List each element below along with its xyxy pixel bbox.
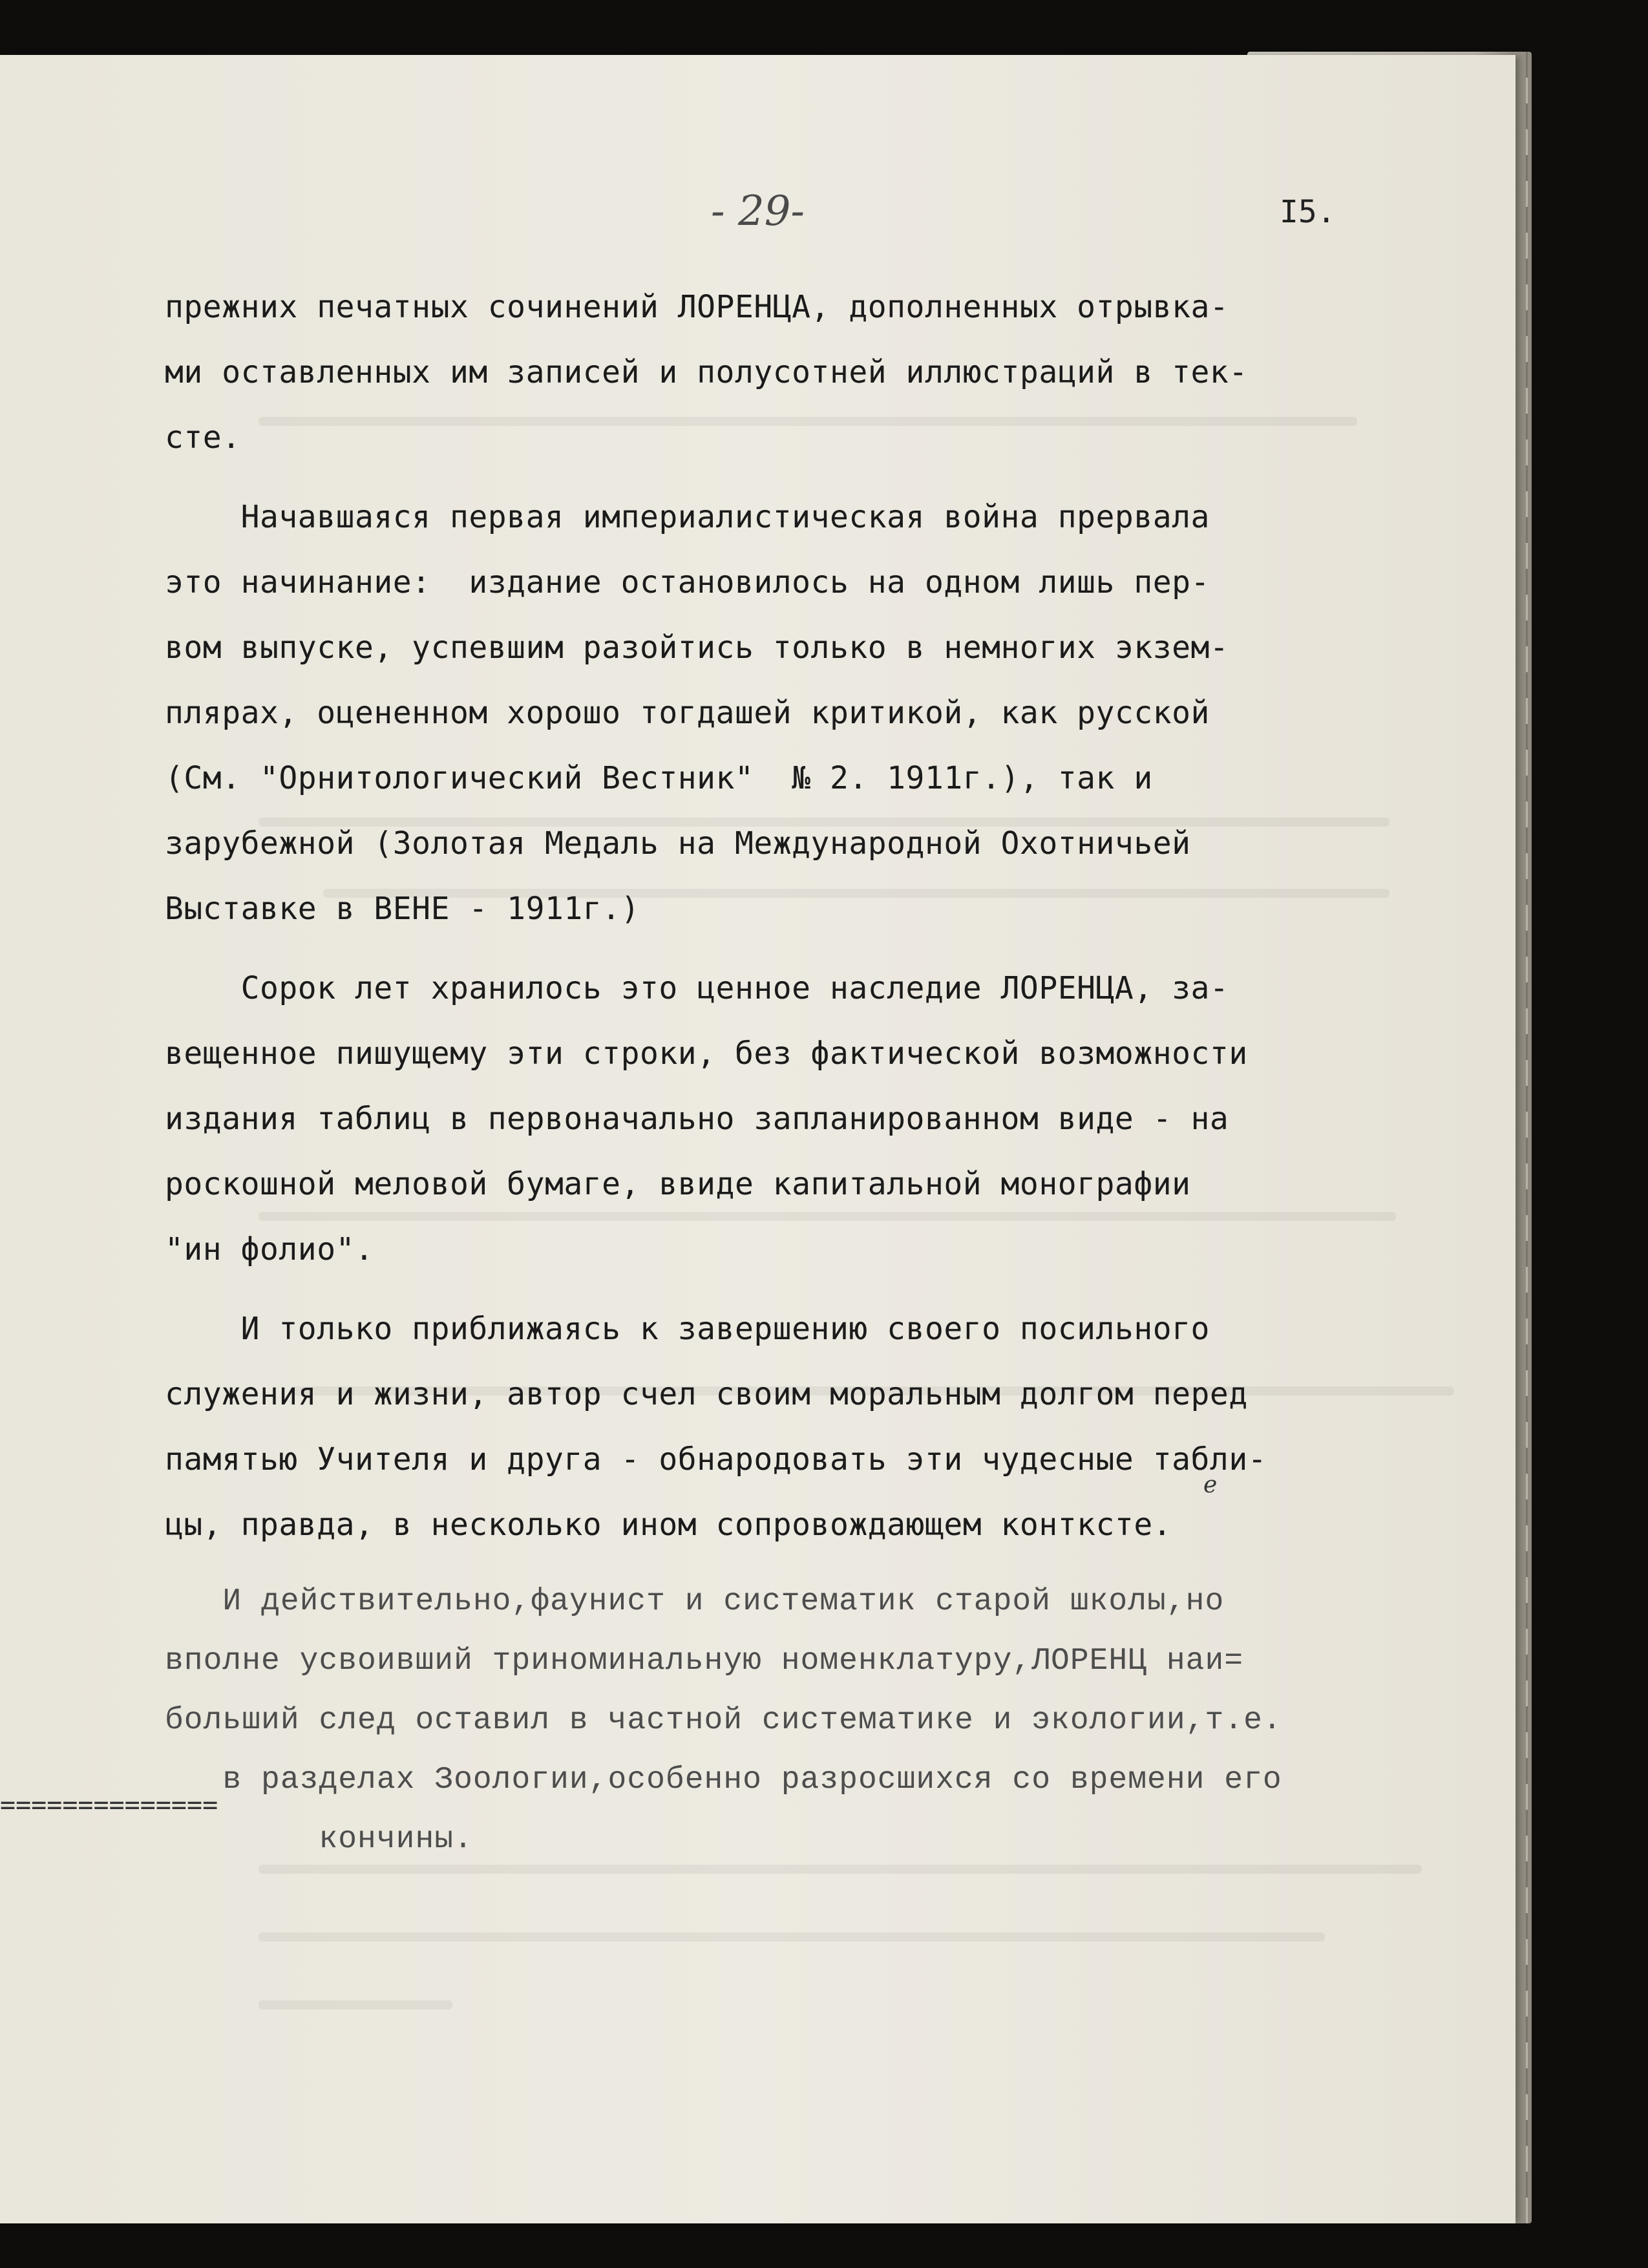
bleed-through-line bbox=[259, 2000, 452, 2009]
paragraph-1 bbox=[165, 275, 1425, 471]
text-line: служения и жизни, автор счел своим моральным долгом перед bbox=[165, 1376, 1248, 1412]
text-line: И действительно,фаунист и систематик старой школы,но bbox=[165, 1584, 1225, 1619]
text-line: прежних печатных сочинений ЛОРЕНЦА, дополненных отрывка- bbox=[165, 289, 1229, 325]
text-line: сте. bbox=[165, 419, 241, 456]
paragraph-4 bbox=[165, 1297, 1425, 1558]
text-line: кончины. bbox=[165, 1822, 473, 1857]
text-line: вполне усвоивший триноминальную номенклатуру,ЛОРЕНЦ наи= bbox=[165, 1644, 1244, 1679]
text-line: цы, правда, в несколько ином сопровождающем контксте. bbox=[165, 1507, 1172, 1543]
text-line: плярах, оцененном хорошо тогдашей критикой, как русской bbox=[165, 695, 1210, 731]
text-line: это начинание: издание остановилось на одном лишь пер- bbox=[165, 564, 1210, 600]
text-line: Выставке в ВЕНЕ - 1911г.) bbox=[165, 891, 640, 927]
text-line: И только приближаясь к завершению своего посильного bbox=[165, 1311, 1210, 1347]
handwritten-page-number: - 29- bbox=[711, 187, 805, 235]
typed-page-number: I5. bbox=[1280, 194, 1336, 230]
faded-paragraph bbox=[165, 1572, 1425, 1869]
typewritten-body bbox=[165, 275, 1425, 1883]
text-line: роскошной меловой бумаге, ввиде капитальной монографии bbox=[165, 1166, 1191, 1202]
text-line: памятью Учителя и друга - обнародовать эти чудесные табли- bbox=[165, 1441, 1267, 1478]
handwritten-correction: е bbox=[1203, 1472, 1218, 1498]
separator-line: ============== bbox=[0, 1790, 218, 1820]
text-line: больший след оставил в частной систематике и экологии,т.е. bbox=[165, 1703, 1282, 1738]
text-line: Начавшаяся первая империалистическая война прервала bbox=[165, 499, 1210, 535]
text-line: Сорок лет хранилось это ценное наследие ЛОРЕНЦА, за- bbox=[165, 970, 1229, 1006]
text-line: зарубежной (Золотая Медаль на Международной Охотничьей bbox=[165, 825, 1191, 862]
text-line: издания таблиц в первоначально запланированном виде - на bbox=[165, 1101, 1229, 1137]
text-line: в разделах Зоологии,особенно разросшихся со времени его bbox=[165, 1763, 1282, 1797]
text-line: вещенное пишущему эти строки, без фактической возможности bbox=[165, 1035, 1248, 1072]
text-line: (См. "Орнитологический Вестник" № 2. 1911г.), так и bbox=[165, 760, 1153, 796]
bleed-through-line bbox=[259, 1933, 1325, 1942]
text-line: вом выпуске, успевшим разойтись только в немногих экзем- bbox=[165, 630, 1229, 666]
paragraph-2 bbox=[165, 485, 1425, 942]
text-line: "ин фолио". bbox=[165, 1231, 374, 1267]
text-line: ми оставленных им записей и полусотней иллюстраций в тек- bbox=[165, 354, 1248, 390]
document-page bbox=[0, 55, 1516, 2223]
paragraph-3 bbox=[165, 956, 1425, 1282]
